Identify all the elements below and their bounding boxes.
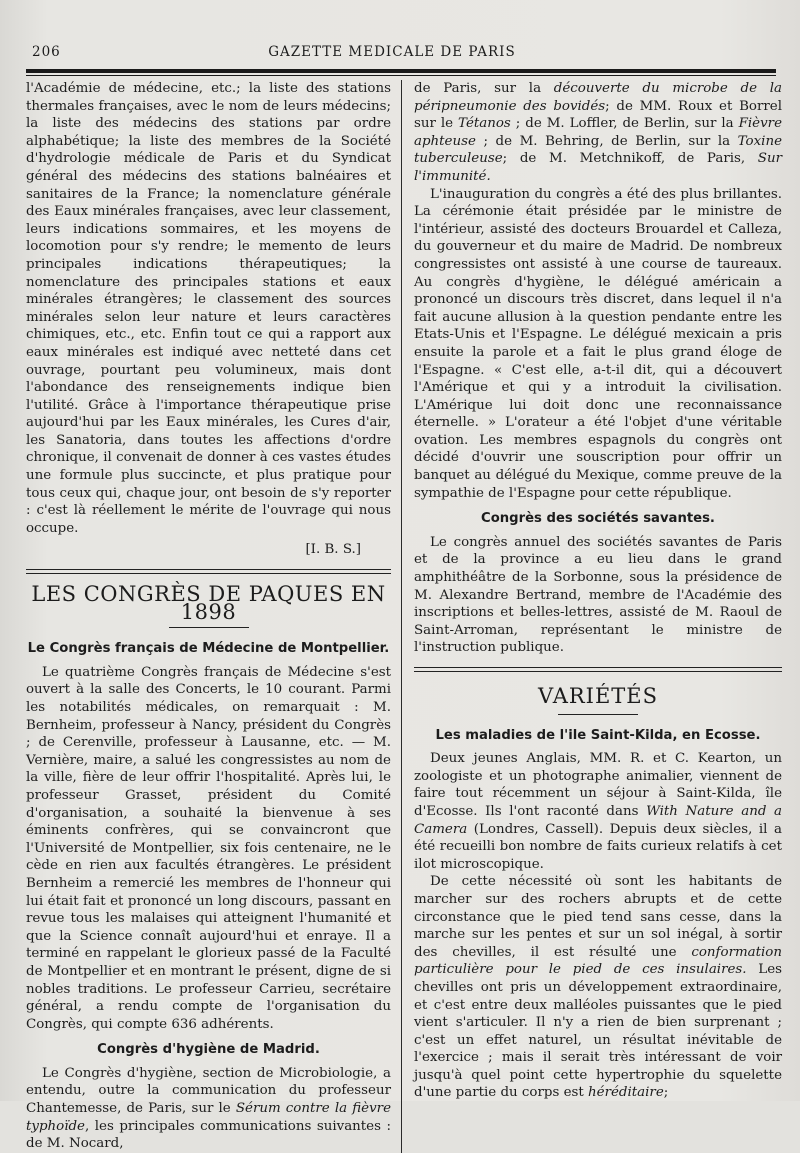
cont-italic-4: Toxine tuberculeuse [414,133,782,167]
madrid-continuation [414,80,782,186]
cont-text-1: de Paris, sur la [414,81,554,96]
kilda-text-2b: Les chevilles ont pris un développement extraordinaire, et c'est entre deux malléoles puissantes que le pied vient s'articuler. Il n'y a rien de bien surprenant ; c'est un effet naturel, un résultat inévitable de l'exercice ; mais il serait très intéressant de voir jusqu'à quel point cette hypertrophie du squelette d'une partie du corps est [414,962,782,1101]
right-column [401,80,782,1153]
paragraph-kilda-2 [414,873,782,1102]
page-header [26,44,782,66]
heading-societes-savantes: Congrès des sociétés savantes. [481,511,715,527]
kilda-text-2a: De cette nécessité où sont les habitants de marcher sur des rochers abrupts et de cette circonstance que le pied tend sans cesse, dans la marche sur les pentes et sur un sol inégal, à sortir des chevilles, il est résulté une [414,874,782,960]
paragraph-kilda-1 [414,750,782,873]
paragraph-montpellier: Le quatrième Congrès français de Médecine s'est ouvert à la salle des Concerts, le 10 courant. Parmi les notabilités médicales, on remarquait : M. Bernheim, professeur à Nancy, président du Congrès ; de Cerenville, professeur à Lausanne, etc. — M. Vernière, maire, a salué les congressistes au nom de la ville, fière de leur offrir l'hospitalité. Après lui, le professeur Grasset, président du Comité d'organisation, a souhaité la bienvenue à ses éminents confrères, qui se convaincront que l'Université de Montpellier, six fois centenaire, ne le cède en rien aux facultés étrangères. Le président Bernheim a remercié les membres de l'honneur qui lui était fait et prononcé un long discours, passant en revue tous les malaises qui atteignent l'humanité et que la Science connaît aujourd'hui et enraye. Il a terminé en rappelant le glorieux passé de la Faculté de Montpellier et en montrant le présent, digne de si nobles traditions. Le professeur Carrieu, secrétaire général, a rendu compte de l'organisation du Congrès, qui compte 636 adhérents. [26,664,391,1032]
heading-madrid: Congrès d'hygiène de Madrid. [97,1042,320,1058]
section-divider [26,569,391,574]
cont-text-4: ; de M. Behring, de Berlin, sur la [475,133,738,149]
cont-text-5: ; de M. Metchnikoff, de Paris, [502,151,758,167]
header-rule-thick [26,69,776,73]
cont-text-2: ; de MM. Roux et Borrel sur le [414,98,782,132]
kilda-italic-2b: héréditaire [588,1085,664,1101]
heading-montpellier: Le Congrès français de Médecine de Montpellier. [27,641,390,657]
section-divider-right [414,667,782,672]
header-rule-thin [26,75,776,76]
paragraph-madrid [26,1065,391,1153]
kilda-text-1a: Deux jeunes Anglais, MM. R. et C. Kearton, un zoologiste et un photographe animalier, viennent de faire tout récemment un séjour à Saint-Kilda, île d'Ecosse. Ils l'ont raconté dans [414,751,782,819]
journal-title: GAZETTE MEDICALE DE PARIS [268,44,516,60]
madrid-text-italic: Sérum contre la fièvre typhoïde [26,1101,391,1134]
kilda-text-2c: ; [663,1085,669,1101]
paragraph-societes-savantes: Le congrès annuel des sociétés savantes de Paris et de la province a eu lieu dans le grand amphithéâtre de la Sorbonne, sous la présidence de M. Alexandre Bertrand, membre de l'Académie des inscriptions et belles-lettres, assisté de M. Raoul de Saint-Arroman, représentant le ministre de l'instruction publique. [414,534,782,656]
heading-rule-right [558,714,638,715]
cont-italic-1: découverte du microbe de la péripneumonie des bovidés [414,81,782,114]
cont-italic-5: Sur l'immunité. [414,151,782,184]
two-column-body [26,80,782,1153]
paragraph-inauguration: L'inauguration du congrès a été des plus brillantes. La cérémonie était présidée par le ministre de l'intérieur, assisté des docteurs Brouardel et Calleza, du gouverneur et du maire de Madrid. De nombreux congressistes ont assisté à une course de taureaux. Au congrès d'hygiène, le délégué américain a prononcé un discours très discret, dans lequel il n'a fait aucune allusion à la question pendante entre les Etats-Unis et l'Espagne. Le délégué mexicain a pris ensuite la parole et a fait le plus grand éloge de l'Espagne. « C'est elle, a-t-il dit, qui a découvert l'Amérique et qui y a introduit la civilisation. L'Amérique lui doit donc une reconnaissance éternelle. » L'orateur a été l'objet d'une véritable ovation. Les membres espagnols du congrès ont décidé d'ouvrir une souscription pour offrir un banquet au délégué du Mexique, comme preuve de la sympathie de l'Espagne pour cette république. [414,186,782,501]
author-signature: [I. B. S.] [305,542,361,558]
madrid-text-b: , les principales communications suivantes : de M. Nocard, [26,1118,391,1152]
heading-saint-kilda: Les maladies de l'ile Saint-Kilda, en Ecosse. [435,727,761,743]
left-column [26,80,401,1153]
heading-rule [169,627,249,628]
review-continuation: l'Académie de médecine, etc.; la liste des stations thermales françaises, avec le nom de leurs médecins; la liste des médecins des stations par ordre alphabétique; la liste des membres de la Société d'hydrologie médicale de Paris et du Syndicat général des médecins des stations balnéaires et sanitaires de la France; la nomenclature générale des Eaux minérales françaises, avec leur classement, leurs indications sommaires, et les moyens de locomotion pour s'y rendre; le memento de leurs principales indications thérapeutiques; la nomenclature des principales stations et eaux minérales étrangères; le classement des sources minérales selon leur nature et leurs caractères chimiques, etc., etc. Enfin tout ce qui a rapport aux eaux minérales est indiqué avec netteté dans cet ouvrage, pourtant peu volumineux, mais dont l'abondance des renseignements indique bien l'utilité. Grâce à l'importance thérapeutique prise aujourd'hui par les Eaux minérales, les Cures d'air, les Sanatoria, dans toutes les affections d'ordre chronique, il convenait de donner à ces vastes études une formule plus succincte, et plus pratique pour tous ceux qui, chaque jour, ont besoin de s'y reporter : c'est là réellement le mérite de l'ouvrage qui nous occupe. [26,81,391,536]
kilda-italic-2: conformation particulière pour le pied de ces insulaires. [414,944,782,978]
cont-text-3: ; de M. Loffler, de Berlin, sur la [510,116,739,132]
section-heading-varietes: VARIÉTÉS [537,684,659,708]
section-heading-congres: LES CONGRÈS DE PAQUES EN 1898 [31,582,386,624]
madrid-text-a: Le Congrès d'hygiène, section de Microbiologie, a entendu, outre la communication du professeur Chantemesse, de Paris, sur le [26,1065,391,1117]
kilda-text-1b: (Londres, Cassell). Depuis deux siècles, il a été recueilli bon nombre de faits curieux relatifs à cet ilot microscopique. [414,821,782,872]
cont-italic-3: Fièvre aphteuse [414,116,782,149]
kilda-italic-1: With Nature and a Camera [414,803,783,837]
cont-italic-2: Tétanos [458,116,511,132]
page-number: 206 [32,44,61,60]
